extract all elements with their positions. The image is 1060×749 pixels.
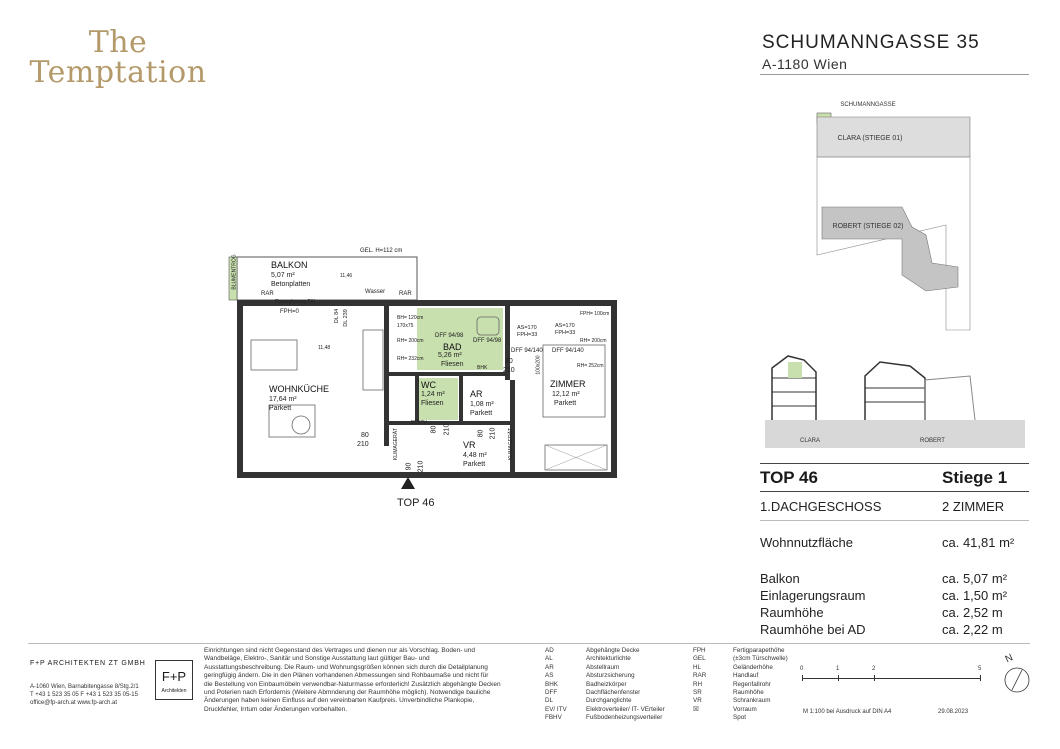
legend-text: Absturzsicherung — [586, 672, 635, 680]
unit-floor: 1.DACHGESCHOSS — [760, 499, 882, 514]
door-width-5: 90 — [405, 462, 413, 471]
area-label: Wohnnutzfläche — [760, 535, 853, 550]
room-wohnkueche-floor: Parkett — [269, 405, 292, 412]
legend-abbr-left — [545, 647, 567, 723]
door-height-3: 210 — [443, 423, 451, 436]
room-vr-name: VR — [463, 440, 476, 450]
disclaimer — [204, 647, 534, 714]
disclaimer-line: Druckfehler, Irrtum oder Änderungen vorbehalten. — [204, 705, 348, 713]
disclaimer-line: geringfügig ändern. Die in den Plänen vorhandenen Abmessungen sind Rohbaumaße und nicht für — [204, 672, 489, 680]
label-rh232: RH= 232cm — [397, 356, 424, 362]
label-elev-2: 11,48 — [318, 345, 331, 351]
legend-abbr: AR — [545, 663, 554, 671]
door-width-4: 80 — [477, 429, 485, 438]
legend-abbr: FBHV — [545, 714, 562, 722]
door-height-4: 210 — [489, 427, 497, 440]
door-height-2: 210 — [503, 367, 515, 374]
legend-abbr: VR — [693, 697, 702, 705]
legend-text: Abgehängte Decke — [586, 647, 640, 654]
entrance-label: TOP 46 — [397, 497, 435, 509]
room-vr-floor: Parkett — [463, 461, 486, 468]
scale-tick: 2 — [872, 666, 876, 672]
legend-abbr: DFF — [545, 689, 558, 697]
legend-text: Spot — [733, 714, 746, 722]
legend-abbr: RAR — [693, 672, 707, 680]
area-value: ca. 41,81 m² — [942, 535, 1015, 550]
legend-abbr: BHK — [545, 680, 558, 688]
unit-sub-divider — [760, 520, 1029, 521]
legend-text-left — [586, 647, 665, 723]
detail-row — [760, 571, 1030, 588]
logo-line-2: Temptation — [29, 55, 207, 90]
legend-text: Abstellraum — [586, 663, 620, 671]
label-dff-1: DFF 94/98 — [435, 333, 464, 339]
room-wc-area: 1,24 m² — [421, 391, 445, 398]
section-label-right: ROBERT — [920, 438, 945, 444]
room-ar-name: AR — [470, 389, 483, 399]
room-bad-floor: Fliesen — [441, 361, 464, 368]
label-dff-3: DFF 94/140 — [511, 348, 543, 354]
label-fph-1: FPH=33 — [517, 332, 538, 338]
label-rh252: RH= 252cm — [577, 363, 604, 369]
label-100x200: 100x200 — [535, 355, 542, 375]
room-ar-floor: Parkett — [470, 410, 493, 417]
architect-logo — [155, 660, 193, 700]
legend-abbr: AL — [545, 655, 553, 663]
north-label: N — [1003, 652, 1015, 666]
legend-text: Vorraum — [733, 705, 757, 713]
room-zimmer-name: ZIMMER — [550, 379, 586, 389]
room-bad-area: 5,26 m² — [438, 352, 462, 359]
floor-plan — [225, 245, 625, 515]
detail-row — [760, 605, 1030, 622]
logo-line-1: The — [88, 25, 148, 60]
architect-logo-main: F+P — [161, 669, 187, 684]
label-as-1: AS=170 — [517, 325, 537, 331]
architect-web: office@fp-arch.at www.fp-arch.at — [30, 700, 118, 706]
detail-label: Raumhöhe — [760, 605, 824, 620]
legend-abbr: SR — [693, 689, 702, 697]
site-building-1: CLARA (STIEGE 01) — [837, 135, 903, 142]
label-rh200b: RH= 200cm — [580, 338, 607, 344]
legend-abbr: RH — [693, 680, 703, 688]
label-dl-2: DL 239 — [342, 309, 349, 327]
legend-text: Badheizkörper — [586, 680, 627, 688]
disclaimer-line: Änderungen haben keinen Einfluss auf den vereinbarten Kaufpreis. Unverbindliche Plankopie, — [204, 697, 475, 705]
label-rar-1: RAR — [261, 291, 274, 297]
label-fph0: FPH=0 — [280, 309, 299, 315]
room-bad-name: BAD — [443, 342, 462, 352]
legend-text: Geländerhöhe — [733, 663, 773, 671]
room-wohnkueche-name: WOHNKÜCHE — [269, 384, 329, 394]
disclaimer-line: die Bestellung von Einbaumöbeln verwendbar-Naturmasse erforderlich! Zusätzlich abgehängte Decken — [204, 680, 501, 688]
label-dl-1: DL 84 — [334, 308, 341, 324]
site-plan — [760, 95, 1030, 345]
section-label-left: CLARA — [800, 438, 821, 444]
legend-text: Dachflächenfenster — [586, 689, 641, 697]
room-zimmer-area: 12,12 m² — [552, 391, 580, 398]
room-wc-floor: Fliesen — [421, 400, 444, 407]
label-bh120: BH= 120cm — [397, 315, 424, 321]
label-dff-2: DFF 94/98 — [473, 338, 502, 344]
legend-abbr-right — [693, 647, 706, 714]
legend-text: Architekturlichte — [586, 655, 631, 663]
door-width-2: 80 — [505, 358, 513, 365]
architect-logo-sub: Architekten — [161, 688, 187, 694]
door-height-1: 210 — [357, 441, 369, 448]
label-gel: GEL. H=112 cm — [360, 248, 403, 254]
address-city: A-1180 Wien — [762, 56, 848, 72]
legend-abbr: GEL — [693, 655, 706, 663]
label-as-2: AS=170 — [555, 323, 575, 329]
site-street-label: SCHUMANNGASSE — [840, 102, 896, 108]
label-fph100: FPH= 100cm — [580, 311, 610, 317]
architect-phone: T +43 1 523 35 05 F +43 1 523 35 05-15 — [30, 692, 138, 698]
legend-text: Regenfallrohr — [733, 680, 771, 688]
legend-abbr: FPH — [693, 647, 706, 654]
legend-text: Raumhöhe — [733, 689, 764, 697]
unit-details — [760, 571, 1030, 639]
disclaimer-line: und Poterien nach Erfordernis (Weitere Abmnderung der Raumhöhe möglich). Notwendige bauliche — [204, 689, 491, 697]
label-fix: Fixverglasung FIX — [275, 299, 316, 305]
room-vr-area: 4,48 m² — [463, 452, 487, 459]
scale-tick: 1 — [836, 666, 840, 672]
label-klima-2: KLIMAGERÄT — [508, 427, 515, 461]
disclaimer-line: Einrichtungen sind nicht Gegenstand des Vertrages und dienen nur als Vorschlag. Boden- und — [204, 647, 476, 654]
door-height-5: 210 — [417, 460, 425, 473]
detail-value: ca. 5,07 m² — [942, 571, 1008, 586]
label-wasser: Wasser — [365, 289, 386, 295]
detail-value: ca. 1,50 m² — [942, 588, 1008, 603]
header-divider — [760, 74, 1029, 75]
unit-top-divider — [760, 463, 1029, 464]
detail-label: Einlagerungsraum — [760, 588, 866, 603]
scale-tick: 0 — [800, 666, 804, 672]
legend-abbr: DL — [545, 697, 554, 705]
legend-abbr: AS — [545, 672, 554, 680]
north-arrow-icon — [1000, 650, 1034, 700]
label-elev-1: 11,46 — [340, 273, 353, 279]
architect-name: F+P ARCHITEKTEN ZT GMBH — [30, 660, 146, 667]
room-balkon-area: 5,07 m² — [271, 272, 295, 279]
legend-text: Fertigparapethöhe — [733, 647, 785, 654]
address-street: SCHUMANNGASSE 35 — [762, 32, 980, 53]
detail-label: Raumhöhe bei AD — [760, 622, 866, 637]
detail-value: ca. 2,52 m — [942, 605, 1003, 620]
label-blumentrog: BLUMENTROG — [231, 254, 238, 290]
label-fph-2: FPH=33 — [555, 330, 576, 336]
footer-divider — [28, 643, 1030, 644]
detail-row — [760, 588, 1030, 605]
label-evitv: EV/ITV — [411, 420, 427, 426]
room-wohnkueche-area: 17,64 m² — [269, 396, 297, 403]
unit-top: TOP 46 — [760, 468, 818, 487]
label-rar-2: RAR — [399, 291, 412, 297]
scale-bar — [800, 660, 990, 700]
door-width-3: 80 — [430, 425, 438, 434]
legend-text: (±3cm Türschwelle) — [733, 655, 788, 663]
scale-line — [802, 678, 980, 679]
legend-text: Handlauf — [733, 672, 759, 680]
brand-logo — [28, 25, 208, 90]
detail-row — [760, 622, 1030, 639]
architect-address: A-1060 Wien, Barnabitengasse 8/Stg.2/1 — [30, 684, 139, 690]
building-section — [760, 348, 1030, 458]
legend-abbr: HL — [693, 663, 702, 671]
site-building-2: ROBERT (STIEGE 02) — [832, 223, 904, 230]
legend-text-right — [733, 647, 788, 723]
room-wc-name: WC — [421, 380, 436, 390]
room-balkon-floor: Betonplatten — [271, 281, 311, 288]
door-width-1: 80 — [361, 432, 369, 439]
legend-abbr: ☒ — [693, 705, 699, 713]
legend-abbr: AD — [545, 647, 554, 654]
legend-text: Durchganglichte — [586, 697, 632, 705]
legend-text: Elektroverteiler/ IT- VErteiler — [586, 705, 665, 713]
detail-label: Balkon — [760, 571, 800, 586]
label-dff-4: DFF 94/140 — [552, 348, 584, 354]
unit-mid-divider — [760, 491, 1029, 492]
detail-value: ca. 2,22 m — [942, 622, 1003, 637]
legend-text: Schrankraum — [733, 697, 771, 705]
label-rh200: RH= 200cm — [397, 338, 424, 344]
label-170x75: 170x75 — [397, 323, 414, 329]
scale-note: M 1:100 bei Ausdruck auf DIN A4 — [803, 709, 892, 715]
legend-abbr: EV/ ITV — [545, 705, 567, 713]
room-zimmer-floor: Parkett — [554, 400, 577, 407]
unit-stair: Stiege 1 — [942, 468, 1008, 487]
label-klima-1: KLIMAGERÄT — [393, 427, 400, 461]
disclaimer-line: Wandbeläge, Elektro-, Sanitär und Sonstige Ausstattung laut gültiger Bau- und — [204, 655, 430, 663]
legend-text: Fußbodenheizungsverteiler — [586, 714, 663, 722]
disclaimer-line: Ausstattungsbeschreibung. Die Raum- und Wohnungsgrößen können sich durch die Detailplanung — [204, 663, 488, 671]
scale-tick: 5 — [978, 666, 982, 672]
unit-rooms: 2 ZIMMER — [942, 499, 1005, 514]
label-bhk: BHK — [477, 365, 488, 371]
room-ar-area: 1,08 m² — [470, 401, 494, 408]
room-balkon-name: BALKON — [271, 260, 308, 270]
plan-date: 29.08.2023 — [938, 709, 969, 715]
